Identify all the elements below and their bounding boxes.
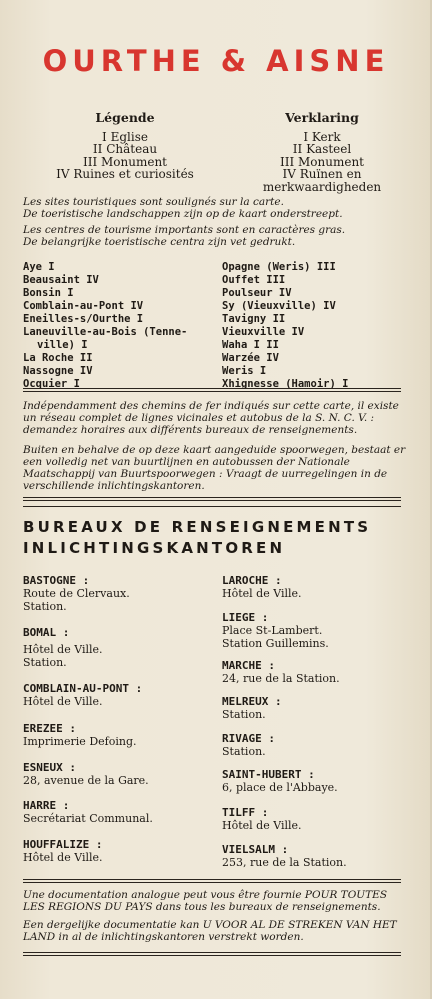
office-name: EREZEE : — [23, 722, 76, 735]
legend-heading-nl: Verklaring — [285, 110, 359, 125]
office-entry — [222, 843, 347, 869]
office-entry — [23, 761, 149, 787]
place-item: Ocquier I — [23, 378, 80, 390]
place-item: Aye I — [23, 261, 55, 273]
office-entry — [222, 695, 282, 721]
office-entry — [23, 682, 142, 708]
legend-item: IV Ruïnen en merkwaardigheden — [262, 167, 382, 194]
legend-item: III Monument — [279, 154, 365, 169]
place-item: La Roche II — [23, 352, 93, 364]
transport-note-fr: Indépendamment des chemins de fer indiqués sur cette carte, il existe un réseau complet de lignes vicinales et autobus de la S. N. C. V. : demandez horaires aux différents bureaux de renseignements. — [23, 400, 399, 436]
place-item: Tavigny II — [222, 313, 286, 325]
place-item: Laneuville-au-Bois (Tenne- — [23, 326, 188, 338]
office-address: Hôtel de Ville. — [23, 643, 103, 656]
office-entry — [222, 574, 302, 600]
legend-dutch — [222, 112, 422, 193]
office-address: Hôtel de Ville. — [23, 851, 103, 864]
note-nl: De toeristische landschappen zijn op de kaart onderstreept. — [23, 208, 343, 220]
places-list-left — [23, 261, 213, 391]
note-fr: Les centres de tourisme importants sont en caractères gras. — [23, 224, 346, 236]
office-address: 6, place de l'Abbaye. — [222, 781, 338, 794]
office-address: Station Guillemins. — [222, 637, 329, 650]
place-item: Nassogne IV — [23, 365, 93, 377]
place-item: Warzée IV — [222, 352, 279, 364]
legend-item: II Château — [92, 142, 158, 156]
office-entry — [23, 626, 103, 669]
underline-note — [23, 196, 413, 220]
office-address: Hôtel de Ville. — [222, 819, 302, 832]
office-address: 28, avenue de la Gare. — [23, 774, 149, 787]
office-address: Route de Clervaux. — [23, 587, 130, 600]
bureaux-title-nl: INLICHTINGSKANTOREN — [23, 539, 286, 557]
legend-item: I Eglise — [102, 129, 148, 144]
office-name: BASTOGNE : — [23, 574, 90, 587]
bureaux-title-fr: BUREAUX DE RENSEIGNEMENTS — [23, 518, 372, 536]
office-address: Station. — [23, 656, 67, 669]
office-entry — [23, 722, 136, 748]
transport-note-nl: Buiten en behalve de op deze kaart aangeduide spoorwegen, bestaat er een volledig net van buurtlijnen en autobussen der Nationale Maatschappij van Buurtspoorwegen : Vraagt de uurregelingen in de verschillende inlichtingskantoren. — [23, 444, 406, 492]
divider — [23, 879, 401, 883]
office-name: SAINT-HUBERT : — [222, 768, 315, 781]
office-address: 253, rue de la Station. — [222, 856, 347, 869]
office-address: Station. — [222, 708, 266, 721]
office-address: Place St-Lambert. — [222, 624, 323, 637]
legend-item: IV Ruines et curiosités — [56, 167, 194, 181]
divider — [23, 388, 401, 392]
place-item: Poulseur IV — [222, 287, 292, 299]
place-item: Waha I II — [222, 339, 279, 351]
footer-note-fr: Une documentation analogue peut vous être fournie POUR TOUTES LES REGIONS DU PAYS dans tous les bureaux de renseignements. — [23, 889, 388, 913]
divider — [23, 506, 401, 507]
office-name: VIELSALM : — [222, 843, 289, 856]
office-name: TILFF : — [222, 806, 269, 819]
office-name: HARRE : — [23, 799, 70, 812]
office-name: LAROCHE : — [222, 574, 282, 587]
office-entry — [222, 806, 302, 832]
office-name: ESNEUX : — [23, 761, 76, 774]
place-item: Ouffet III — [222, 274, 286, 286]
office-entry — [222, 732, 275, 758]
place-item: Bonsin I — [23, 287, 74, 299]
office-entry — [23, 574, 130, 613]
place-item: Sy (Vieuxville) IV — [222, 300, 336, 312]
place-item: Opagne (Weris) III — [222, 261, 336, 273]
office-address: Station. — [222, 745, 266, 758]
office-entry — [222, 768, 338, 794]
office-address: Hôtel de Ville. — [23, 695, 103, 708]
divider — [23, 952, 401, 956]
legend-heading-fr: Légende — [95, 110, 155, 125]
place-item: Comblain-au-Pont IV — [23, 300, 144, 312]
office-address: Imprimerie Defoing. — [23, 735, 137, 748]
place-item: Vieuxville IV — [222, 326, 305, 338]
office-address: Station. — [23, 600, 67, 613]
place-item: Beausaint IV — [23, 274, 99, 286]
footer-note-nl: Een dergelijke documentatie kan U VOOR AL DE STREKEN VAN HET LAND in al de inlichtingskantoren verstrekt worden. — [23, 919, 397, 943]
office-name: HOUFFALIZE : — [23, 838, 103, 851]
note-fr: Les sites touristiques sont soulignés sur la carte. — [23, 196, 284, 208]
bold-note — [23, 224, 413, 248]
legend-item: I Kerk — [303, 129, 341, 144]
office-address: Secrétariat Communal. — [23, 812, 153, 825]
legend-item: III Monument — [82, 154, 168, 169]
office-entry — [222, 611, 329, 650]
office-name: MARCHE : — [222, 659, 275, 672]
legend-item: II Kasteel — [292, 142, 352, 156]
place-item: ville) I — [37, 339, 88, 351]
office-address: Hôtel de Ville. — [222, 587, 302, 600]
place-item: Eneilles-s/Ourthe I — [23, 313, 144, 325]
office-name: LIEGE : — [222, 611, 269, 624]
legend-french — [40, 112, 210, 181]
office-entry — [222, 659, 340, 685]
office-name: RIVAGE : — [222, 732, 275, 745]
place-item: Weris I — [222, 365, 267, 377]
place-item: Xhignesse (Hamoir) I — [222, 378, 349, 390]
office-entry — [23, 799, 153, 825]
places-list-right — [222, 261, 422, 391]
divider — [23, 497, 401, 501]
office-name: MELREUX : — [222, 695, 282, 708]
office-entry — [23, 838, 103, 864]
page-title: OURTHE & AISNE — [42, 44, 390, 78]
office-name: COMBLAIN-AU-PONT : — [23, 682, 143, 695]
office-name: BOMAL : — [23, 626, 70, 639]
office-address: 24, rue de la Station. — [222, 672, 340, 685]
note-nl: De belangrijke toeristische centra zijn vet gedrukt. — [23, 236, 296, 248]
